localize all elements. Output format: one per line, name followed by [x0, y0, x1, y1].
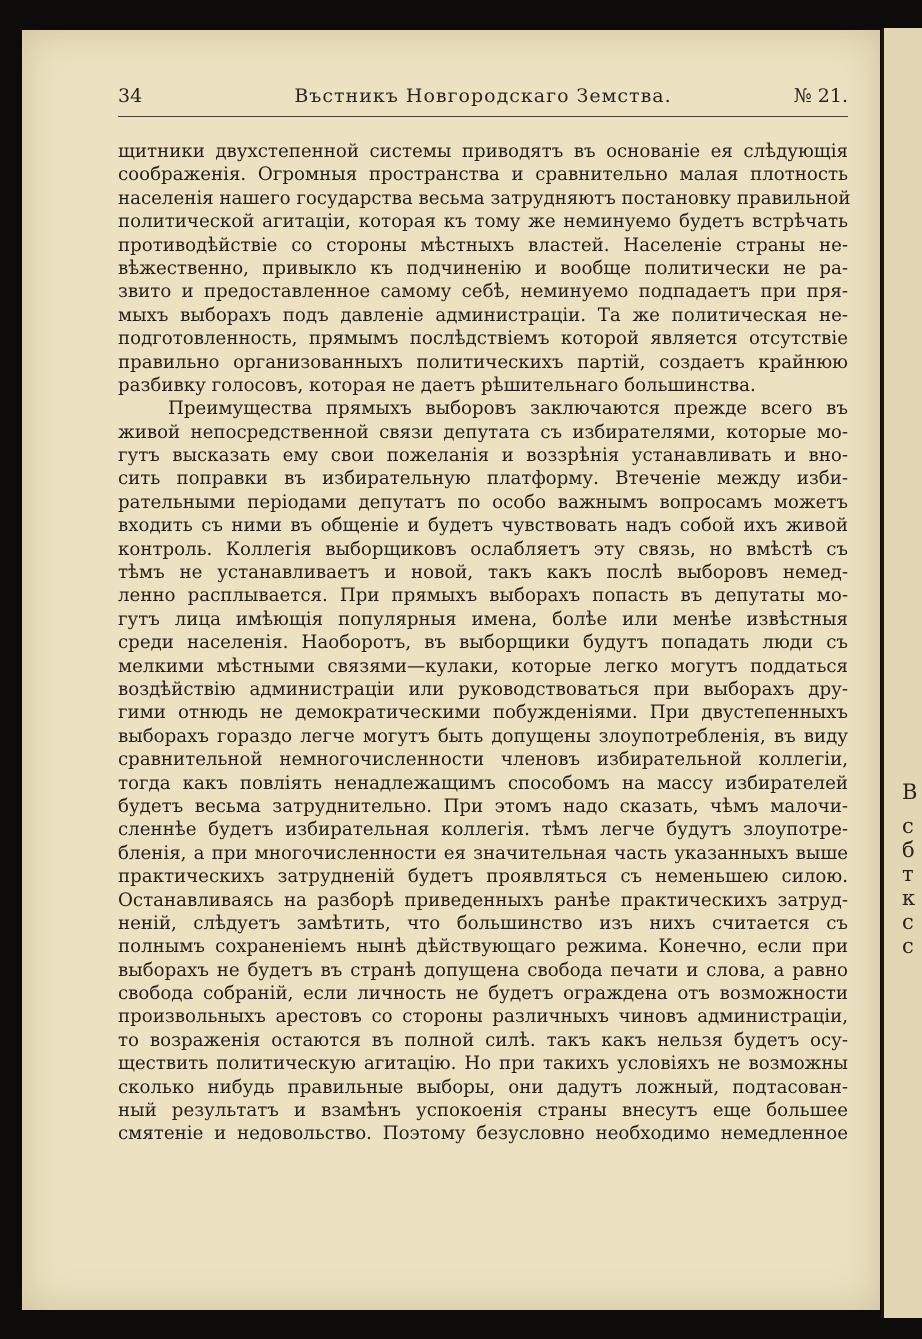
text-line: мелкими мѣстными связями—кулаки, которые легко могутъ поддаться [118, 655, 848, 677]
edge-letter: с [902, 814, 914, 838]
text-line: ществить политическую агитацію. Но при такихъ условіяхъ не возможны [118, 1053, 848, 1075]
text-line: произвольныхъ арестовъ со стороны различныхъ чиновъ администраціи, [118, 1006, 848, 1028]
header-rule [118, 116, 848, 117]
text-line: звито и предоставленное самому себѣ, неминуемо подпадаетъ при пря- [118, 281, 848, 303]
text-line: разбивку голосовъ, которая не даетъ рѣшительнаго большинства. [118, 374, 756, 396]
edge-letter: с [902, 910, 914, 934]
text-line: выборахъ гораздо легче могутъ быть допущены злоупотребленія, въ виду [118, 725, 848, 747]
text-line: входить съ ними въ общеніе и будетъ чувствовать надъ собой ихъ живой [118, 515, 848, 537]
edge-letter: с [902, 934, 914, 958]
text-line: политической агитаціи, которая къ тому же неминуемо будетъ встрѣчать [118, 211, 848, 233]
article-body [118, 140, 851, 1146]
text-line: ленно расплывается. При прямыхъ выборахъ попасть въ депутаты мо- [118, 585, 848, 607]
text-line: рательными періодами депутатъ по особо важнымъ вопросамъ можетъ [118, 491, 848, 513]
text-line: тѣмъ не устанавливаетъ и новой, такъ какъ послѣ выборовъ немед- [118, 562, 848, 584]
text-line: сить поправки въ избирательную платформу. Втеченіе между изби- [118, 468, 848, 490]
text-line: неній, слѣдуетъ замѣтить, что большинство изъ нихъ считается съ [118, 912, 848, 934]
edge-letter: к [902, 886, 916, 910]
text-line: населенія нашего государства весьма затрудняютъ постановку правильной [118, 187, 851, 209]
text-line: гутъ лица имѣющія популярныя имена, болѣе или менѣе извѣстныя [118, 608, 848, 630]
text-line: сколько нибудь правильные выборы, они дадутъ ложный, подтасован- [118, 1076, 848, 1098]
text-line: тогда какъ повліять ненадлежащимъ способомъ на массу избирателей [118, 772, 848, 794]
edge-letter: В [902, 780, 918, 804]
issue-number: № 21. [793, 85, 848, 107]
text-line: мыхъ выборахъ подъ давленіе администраціи. Та же политическая не- [118, 304, 848, 326]
page-number: 34 [118, 85, 143, 107]
edge-letter: б [902, 838, 915, 862]
text-line: гутъ высказать ему свои пожеланія и воззрѣнія устанавливать и вно- [118, 445, 848, 467]
text-line: Преимущества прямыхъ выборовъ заключаются прежде всего въ [168, 398, 848, 420]
running-header [118, 85, 848, 115]
text-line: свобода собраній, если личность не будетъ ограждена отъ возможности [118, 983, 848, 1005]
edge-letter: т [902, 862, 914, 886]
text-line: бленія, а при многочисленности ея значительная часть указанныхъ выше [118, 842, 848, 864]
text-line: соображенія. Огромныя пространства и сравнительно малая плотность [118, 164, 848, 186]
text-line: сленнѣе будетъ избирательная коллегія. тѣмъ легче будутъ злоупотре- [118, 819, 848, 841]
text-line: гими отнюдь не демократическими побужденіями. При двустепенныхъ [118, 702, 848, 724]
text-line: противодѣйствіе со стороны мѣстныхъ властей. Населеніе страны не- [118, 234, 848, 256]
next-page-edge [881, 28, 922, 1318]
text-line: выборахъ не будетъ въ странѣ допущена свобода печати и слова, а равно [118, 959, 848, 981]
paragraph-1 [118, 140, 851, 397]
text-line: Останавливаясь на разборѣ приведенныхъ ранѣе практическихъ затруд- [118, 889, 848, 911]
text-line: сравнительной немногочисленности членовъ избирательной коллегіи, [118, 749, 848, 771]
text-line: щитники двухстепенной системы приводятъ въ основаніе ея слѣдующія [118, 141, 848, 162]
journal-title: Въстникъ Новгородскаго Земства. [294, 85, 672, 107]
text-line: ный результатъ и взамѣнъ успокоенія страны внесутъ еще большее [118, 1100, 848, 1122]
text-line: то возраженія остаются въ полной силѣ. такъ какъ нельзя будетъ осу- [118, 1029, 848, 1051]
text-line: вѣжественно, привыкло къ подчиненію и вообще политически не ра- [118, 257, 848, 279]
text-line: подготовленность, прямымъ послѣдствіемъ которой является отсутствіе [118, 328, 848, 350]
paragraph-2 [118, 397, 848, 1146]
text-line: правильно организованныхъ политическихъ партій, создаетъ крайнюю [118, 351, 848, 373]
text-line: полнымъ сохраненіемъ нынѣ дѣйствующаго режима. Конечно, если при [118, 936, 848, 958]
text-line: живой непосредственной связи депутата съ избирателями, которые мо- [118, 421, 848, 443]
text-line: смятеніе и недовольство. Поэтому безусловно необходимо немедленное [118, 1123, 848, 1145]
text-line: воздѣйствію администраціи или руководствоваться при выборахъ дру- [118, 678, 848, 700]
text-line: среди населенія. Наоборотъ, въ выборщики будутъ попадать люди съ [118, 632, 848, 654]
text-line: практическихъ затрудненій будетъ проявляться съ неменьшею силою. [118, 866, 848, 888]
text-line: будетъ весьма затруднительно. При этомъ надо сказать, чѣмъ малочи- [118, 795, 848, 817]
text-line: контроль. Коллегія выборщиковъ ослабляетъ эту связь, но вмѣстѣ съ [118, 538, 848, 560]
